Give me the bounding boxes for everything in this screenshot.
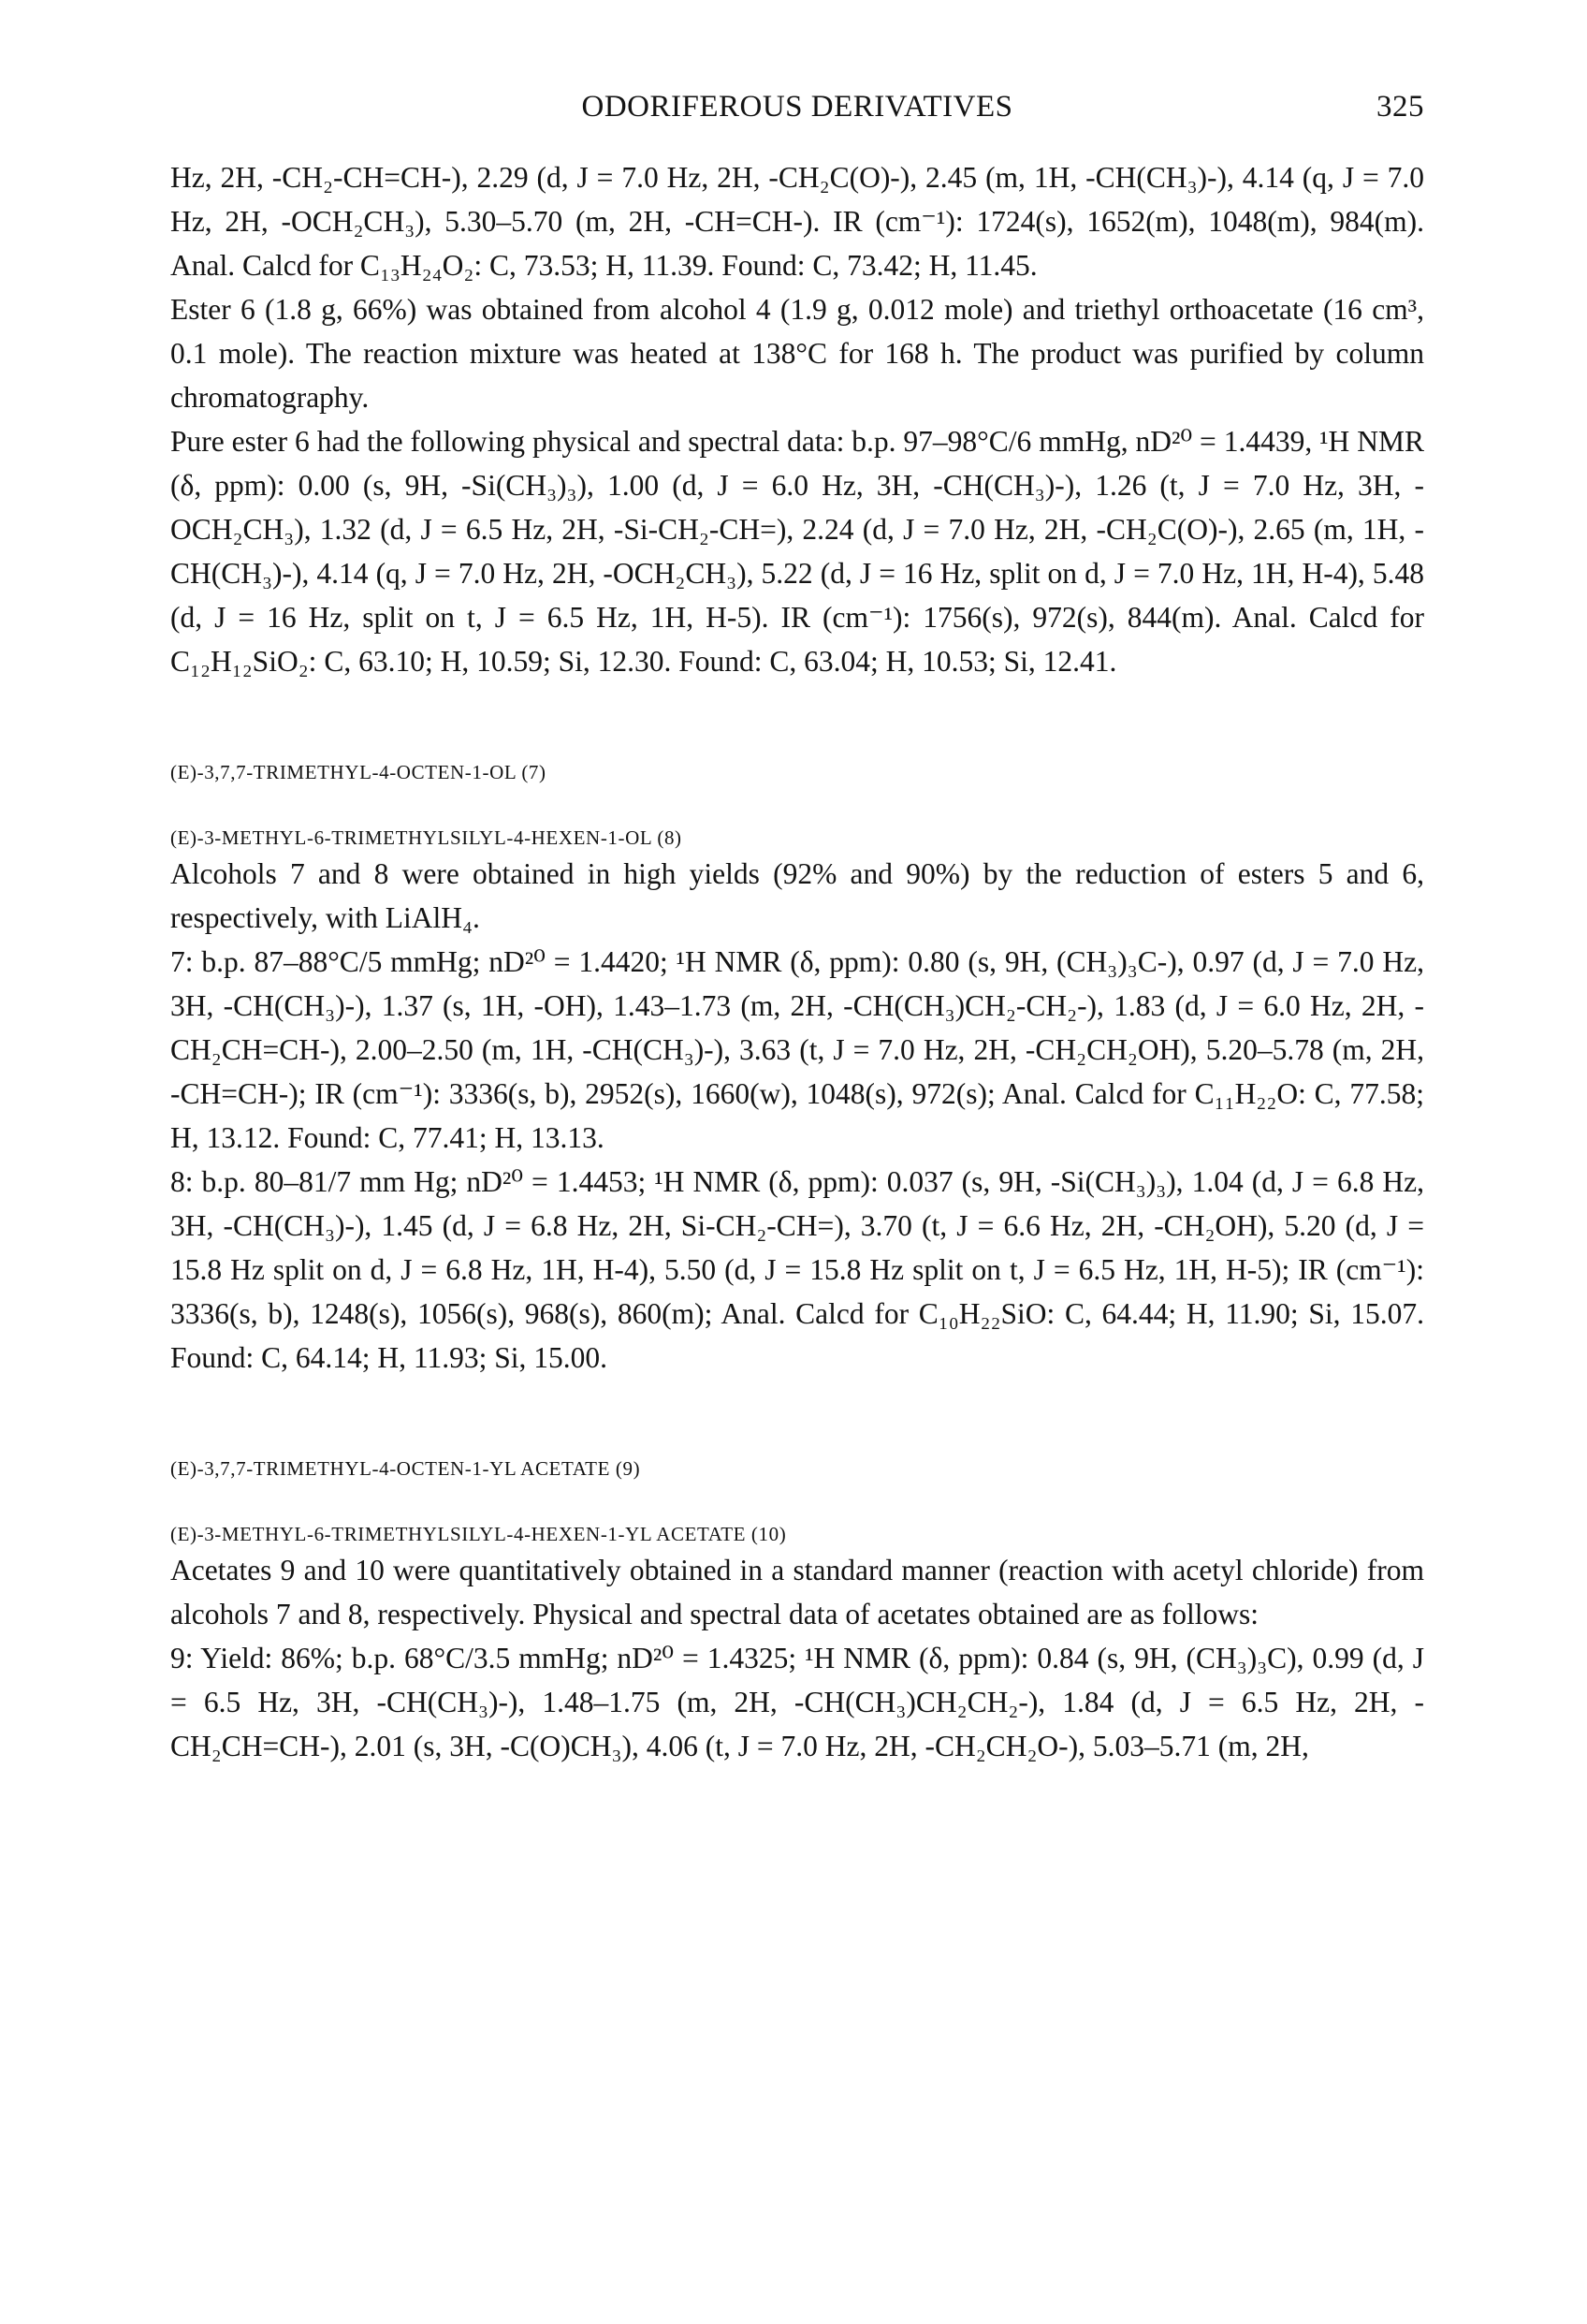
section-heading-compound-7: (E)-3,7,7-TRIMETHYL-4-OCTEN-1-OL (7)	[170, 761, 546, 783]
page-header	[170, 80, 1424, 137]
paragraph-compound-7-data: 7: b.p. 87–88°C/5 mmHg; nD²⁰ = 1.4420; ¹H NMR (δ, ppm): 0.80 (s, 9H, (CH₃)₃C-), 0.97 (d, J = 7.0 Hz, 3H, -CH(CH₃)-), 1.37 (s, 1H, -OH), 1.43–1.73 (m, 2H, -CH(CH₃)CH₂-CH₂-), 1.83 (d, J = 6.0 Hz, 2H, -CH₂CH=CH-), 2.00–2.50 (m, 1H, -CH(CH₃)-), 3.63 (t, J = 7.0 Hz, 2H, -CH₂CH₂OH), 5.20–5.78 (m, 2H, -CH=CH-); IR (cm⁻¹): 3336(s, b), 2952(s), 1660(w), 1048(s), 972(s); Anal. Calcd for C₁₁H₂₂O: C, 77.58; H, 13.12. Found: C, 77.41; H, 13.13.	[170, 945, 1424, 1154]
section-heading-compound-8: (E)-3-METHYL-6-TRIMETHYLSILYL-4-HEXEN-1-OL (8)	[170, 826, 682, 849]
paragraph-ester6-data: Pure ester 6 had the following physical and spectral data: b.p. 97–98°C/6 mmHg, nD²⁰ = 1.4439, ¹H NMR (δ, ppm): 0.00 (s, 9H, -Si(CH₃)₃), 1.00 (d, J = 6.0 Hz, 3H, -CH(CH₃)-), 1.26 (t, J = 7.0 Hz, 3H, -OCH₂CH₃), 1.32 (d, J = 6.5 Hz, 2H, -Si-CH₂-CH=), 2.24 (d, J = 7.0 Hz, 2H, -CH₂C(O)-), 2.65 (m, 1H, -CH(CH₃)-), 4.14 (q, J = 7.0 Hz, 2H, -OCH₂CH₃), 5.22 (d, J = 16 Hz, split on d, J = 7.0 Hz, 1H, H-4), 5.48 (d, J = 16 Hz, split on t, J = 6.5 Hz, 1H, H-5). IR (cm⁻¹): 1756(s), 972(s), 844(m). Anal. Calcd for C₁₂H₁₂SiO₂: C, 63.10; H, 10.59; Si, 12.30. Found: C, 63.04; H, 10.53; Si, 12.41.	[170, 425, 1424, 678]
paragraph-compound-9-data: 9: Yield: 86%; b.p. 68°C/3.5 mmHg; nD²⁰ = 1.4325; ¹H NMR (δ, ppm): 0.84 (s, 9H, (CH₃)₃C), 0.99 (d, J = 6.5 Hz, 3H, -CH(CH₃)-), 1.48–1.75 (m, 2H, -CH(CH₃)CH₂CH₂-), 1.84 (d, J = 6.5 Hz, 2H, -CH₂CH=CH-), 2.01 (s, 3H, -C(O)CH₃), 4.06 (t, J = 7.0 Hz, 2H, -CH₂CH₂O-), 5.03–5.71 (m, 2H,	[170, 1642, 1424, 1762]
paragraph-ester6-preparation: Ester 6 (1.8 g, 66%) was obtained from alcohol 4 (1.9 g, 0.012 mole) and triethyl orthoacetate (16 cm³, 0.1 mole). The reaction mixture was heated at 138°C for 168 h. The product was purified by column chromatography.	[170, 293, 1424, 414]
section-heading-compound-10: (E)-3-METHYL-6-TRIMETHYLSILYL-4-HEXEN-1-YL ACETATE (10)	[170, 1523, 787, 1545]
paragraph-acetates-preparation: Acetates 9 and 10 were quantitatively obtained in a standard manner (reaction with acetyl chloride) from alcohols 7 and 8, respectively. Physical and spectral data of acetates obtained are as follows:	[170, 1554, 1424, 1630]
paragraph-alcohols-preparation: Alcohols 7 and 8 were obtained in high yields (92% and 90%) by the reduction of esters 5 and 6, respectively, with LiAlH₄.	[170, 857, 1424, 934]
running-title: ODORIFEROUS DERIVATIVES	[581, 90, 1013, 124]
section-heading-compound-9: (E)-3,7,7-TRIMETHYL-4-OCTEN-1-YL ACETATE (9)	[170, 1457, 641, 1480]
document-page	[170, 80, 1424, 1768]
page-number: 325	[1376, 90, 1424, 124]
paragraph-compound-8-data: 8: b.p. 80–81/7 mm Hg; nD²⁰ = 1.4453; ¹H NMR (δ, ppm): 0.037 (s, 9H, -Si(CH₃)₃), 1.04 (d, J = 6.8 Hz, 3H, -CH(CH₃)-), 1.45 (d, J = 6.8 Hz, 2H, Si-CH₂-CH=), 3.70 (t, J = 6.6 Hz, 2H, -CH₂OH), 5.20 (d, J = 15.8 Hz split on d, J = 6.8 Hz, 1H, H-4), 5.50 (d, J = 15.8 Hz split on t, J = 6.5 Hz, 1H, H-5); IR (cm⁻¹): 3336(s, b), 1248(s), 1056(s), 968(s), 860(m); Anal. Calcd for C₁₀H₂₂SiO: C, 64.44; H, 11.90; Si, 15.07. Found: C, 64.14; H, 11.93; Si, 15.00.	[170, 1165, 1424, 1374]
paragraph-ester5-data-continued: Hz, 2H, -CH₂-CH=CH-), 2.29 (d, J = 7.0 Hz, 2H, -CH₂C(O)-), 2.45 (m, 1H, -CH(CH₃)-), 4.14 (q, J = 7.0 Hz, 2H, -OCH₂CH₃), 5.30–5.70 (m, 2H, -CH=CH-). IR (cm⁻¹): 1724(s), 1652(m), 1048(m), 984(m). Anal. Calcd for C₁₃H₂₄O₂: C, 73.53; H, 11.39. Found: C, 73.42; H, 11.45.	[170, 161, 1424, 282]
